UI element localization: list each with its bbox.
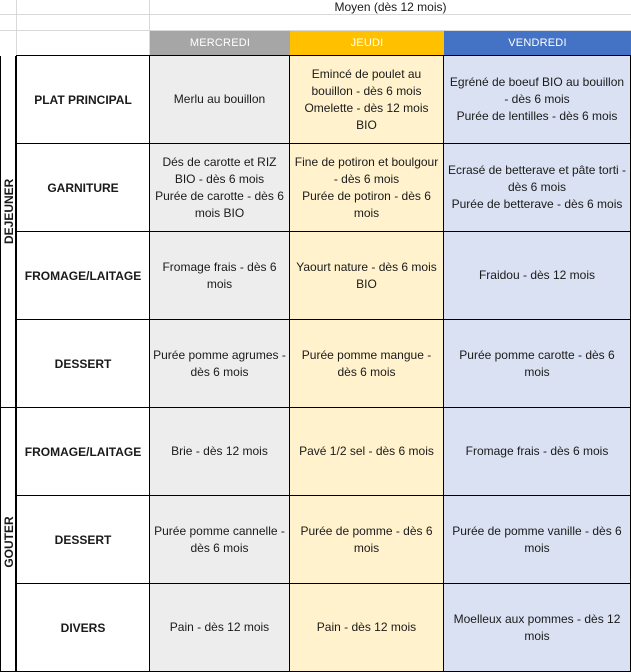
menu-item-text: Omelette - dès 12 mois BIO [304, 100, 429, 132]
meal-group-label: GOUTER [2, 516, 16, 568]
row-label: PLAT PRINCIPAL [16, 56, 150, 144]
menu-cell [290, 496, 444, 584]
menu-cell [444, 408, 631, 496]
menu-cell [290, 320, 444, 408]
menu-cell [290, 584, 444, 672]
day-header-jeudi: JEUDI [290, 31, 444, 55]
menu-item-text: Purée de carotte - dès 6 mois BIO [155, 188, 284, 220]
menu-item-text: Purée de lentilles - dès 6 mois [456, 109, 618, 123]
menu-cell [290, 408, 444, 496]
menu-item-text: Merlu au bouillon [173, 92, 266, 106]
menu-item-text: Brie - dès 12 mois [171, 444, 268, 458]
row-label: GARNITURE [16, 144, 150, 232]
menu-item-text: Dés de carotte et RIZ BIO - dès 6 mois [162, 154, 277, 186]
menu-item-text: Purée pomme carotte - dès 6 mois [459, 347, 615, 379]
menu-cell [150, 408, 290, 496]
menu-item-text: Fine de potiron et boulgour - dès 6 mois [294, 154, 439, 186]
menu-item-text: Moelleux aux pommes - dès 12 mois [453, 611, 621, 643]
menu-cell [150, 584, 290, 672]
menu-cell [290, 56, 444, 144]
menu-item-text: Ecrasé de betterave et pâte torti - dès 6 mois [447, 163, 627, 194]
menu-item-text: Yaourt nature - dès 6 mois BIO [296, 259, 437, 291]
row-label: DESSERT [16, 496, 150, 584]
row-label: FROMAGE/LAITAGE [16, 232, 150, 320]
menu-item-text: Egréné de boeuf BIO au bouillon - dès 6 mois [449, 75, 625, 106]
menu-cell [444, 584, 631, 672]
meal-group [0, 56, 16, 408]
day-header-vendredi: VENDREDI [444, 31, 631, 55]
menu-cell [150, 144, 290, 232]
menu-cell [444, 232, 631, 320]
menu-cell [150, 320, 290, 408]
menu-item-text: Pavé 1/2 sel - dès 6 mois [299, 444, 434, 458]
menu-cell [150, 232, 290, 320]
menu-item-text: Purée de pomme vanille - dès 6 mois [452, 523, 622, 555]
menu-item-text: Fromage frais - dès 6 mois [162, 259, 277, 291]
menu-cell [150, 56, 290, 144]
menu-item-text: Purée de betterave - dès 6 mois [451, 197, 623, 211]
menu-item-text: Purée de potiron - dès 6 mois [302, 188, 431, 220]
gridline [0, 14, 631, 15]
menu-item-text: Purée pomme cannelle - dès 6 mois [154, 523, 285, 555]
row-label: DIVERS [16, 584, 150, 672]
row-label: DESSERT [16, 320, 150, 408]
gridline [16, 0, 17, 55]
meal-group [0, 408, 16, 672]
menu-item-text: Fromage frais - dès 6 mois [465, 444, 609, 458]
menu-cell [444, 56, 631, 144]
menu-item-text: Emincé de poulet au bouillon - dès 6 mois [311, 66, 422, 98]
sheet-title: Moyen (dès 12 mois) [334, 0, 447, 14]
menu-item-text: Purée pomme mangue - dès 6 mois [301, 347, 432, 379]
meal-group-label: DEJEUNER [2, 178, 16, 244]
menu-item-text: Pain - dès 12 mois [169, 620, 270, 634]
menu-cell [444, 496, 631, 584]
row-label: FROMAGE/LAITAGE [16, 408, 150, 496]
menu-cell [290, 232, 444, 320]
day-header-mercredi: MERCREDI [150, 31, 290, 55]
menu-item-text: Purée de pomme - dès 6 mois [300, 523, 433, 555]
menu-item-text: Fraidou - dès 12 mois [478, 268, 596, 282]
menu-cell [444, 320, 631, 408]
menu-cell [290, 144, 444, 232]
menu-cell [150, 496, 290, 584]
menu-cell [444, 144, 631, 232]
menu-item-text: Purée pomme agrumes - dès 6 mois [153, 347, 286, 379]
menu-item-text: Pain - dès 12 mois [316, 620, 417, 634]
